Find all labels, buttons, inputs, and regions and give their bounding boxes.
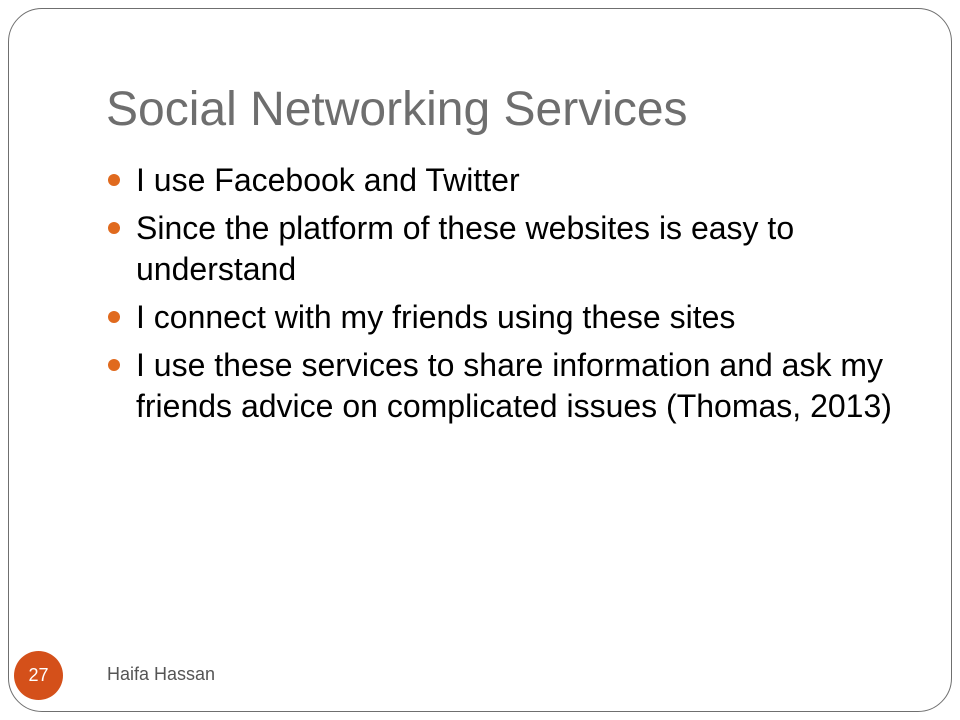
bullet-text: I connect with my friends using these sites [136,299,736,335]
bullet-dot-icon [108,222,120,234]
bullet-text: Since the platform of these websites is easy to understand [136,210,795,287]
bullet-text: I use Facebook and Twitter [136,162,520,198]
bullet-item [106,208,906,290]
bullet-dot-icon [108,359,120,371]
bullet-item [106,297,906,338]
page-number-badge: 27 [14,651,63,700]
bullet-dot-icon [108,174,120,186]
footer-author: Haifa Hassan [107,664,216,684]
bullet-dot-icon [108,311,120,323]
bullet-item [106,160,906,201]
bullet-list [106,160,906,434]
bullet-text: I use these services to share information and ask my friends advice on complicated issues (Thomas, 2013) [136,347,892,424]
slide-title: Social Networking Services [106,83,688,136]
bullet-item [106,345,906,427]
